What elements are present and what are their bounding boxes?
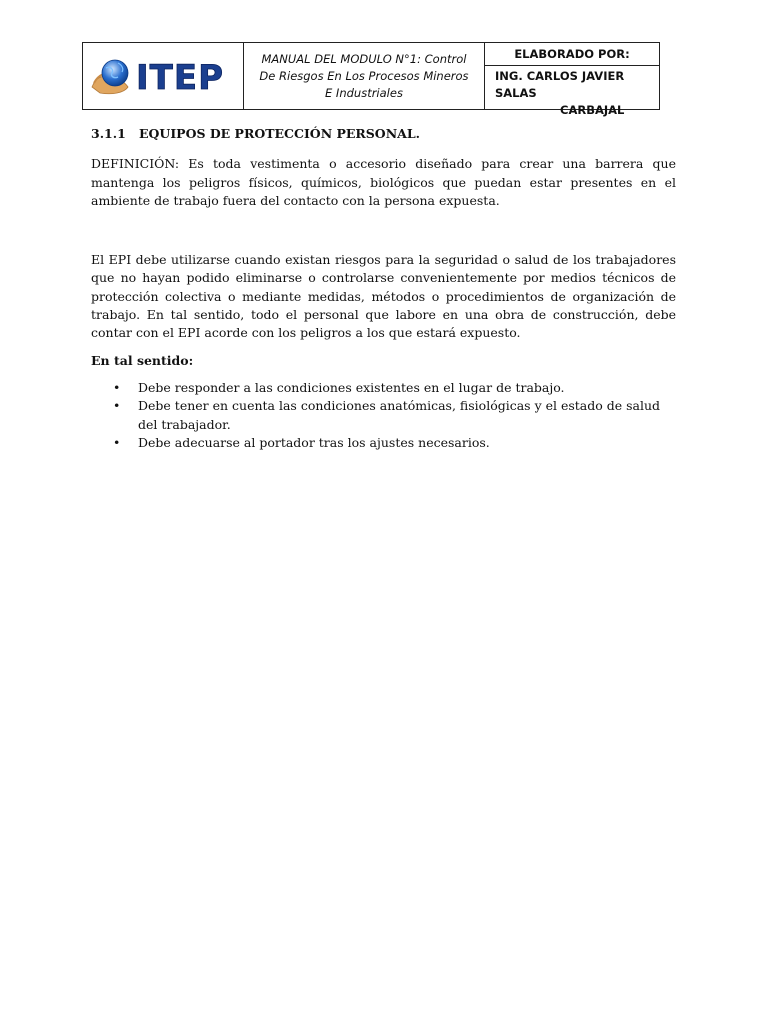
section-number: 3.1.1 [91,126,126,141]
bullet-icon: • [113,398,121,414]
section-heading [91,125,676,143]
author-name [485,66,659,119]
document-body [91,125,676,452]
manual-title [244,43,485,109]
list-item [91,397,676,434]
bullet-icon: • [113,434,121,450]
definition-paragraph: DEFINICIÓN: Es toda vestimenta o accesorio diseñado para crear una barrera que mantenga los peligros físicos, químicos, biológicos que puedan estar presentes en el ambiente de trabajo fuera del contacto con la persona expuesta. [91,156,676,208]
title-line2: De Riesgos En Los Procesos Mineros [259,68,469,83]
hand-globe-icon [92,60,128,94]
itep-logo [88,53,238,99]
requirements-list [91,379,676,452]
title-line3: E Industriales [325,85,403,100]
author-cell [485,43,659,117]
author-line1: ING. CARLOS JAVIER SALAS [495,69,625,100]
usage-paragraph: El EPI debe utilizarse cuando existan riesgos para la seguridad o salud de los trabajadores que no hayan podido eliminarse o controlarse convenientemente por medios técnicos de protección colectiva o mediante medidas, métodos o procedimientos de organización de trabajo. En tal sentido, todo el personal que labore en una obra de construcción, debe contar con el EPI acorde con los peligros a los que estará expuesto. [91,252,676,341]
list-item-text: Debe responder a las condiciones existentes en el lugar de trabajo. [138,379,565,395]
author-line2: CARBAJAL [560,103,625,117]
subheading: En tal sentido: [91,352,194,368]
logo-wordmark: ITEP [136,58,224,98]
document-header [82,42,660,117]
bullet-icon: • [113,379,121,395]
list-item [91,434,676,452]
list-item-text: Debe adecuarse al portador tras los ajustes necesarios. [138,434,490,450]
logo-cell [83,43,244,109]
title-line1-suffix: Control [420,51,467,66]
list-item-text: Debe tener en cuenta las condiciones anatómicas, fisiológicas y el estado de salud del trabajador. [138,398,661,432]
section-title: EQUIPOS DE PROTECCIÓN PERSONAL. [139,126,420,141]
author-label: ELABORADO POR: [485,43,659,66]
list-item [91,379,676,397]
title-line1-prefix: MANUAL DEL MODULO N°1: [261,51,421,66]
